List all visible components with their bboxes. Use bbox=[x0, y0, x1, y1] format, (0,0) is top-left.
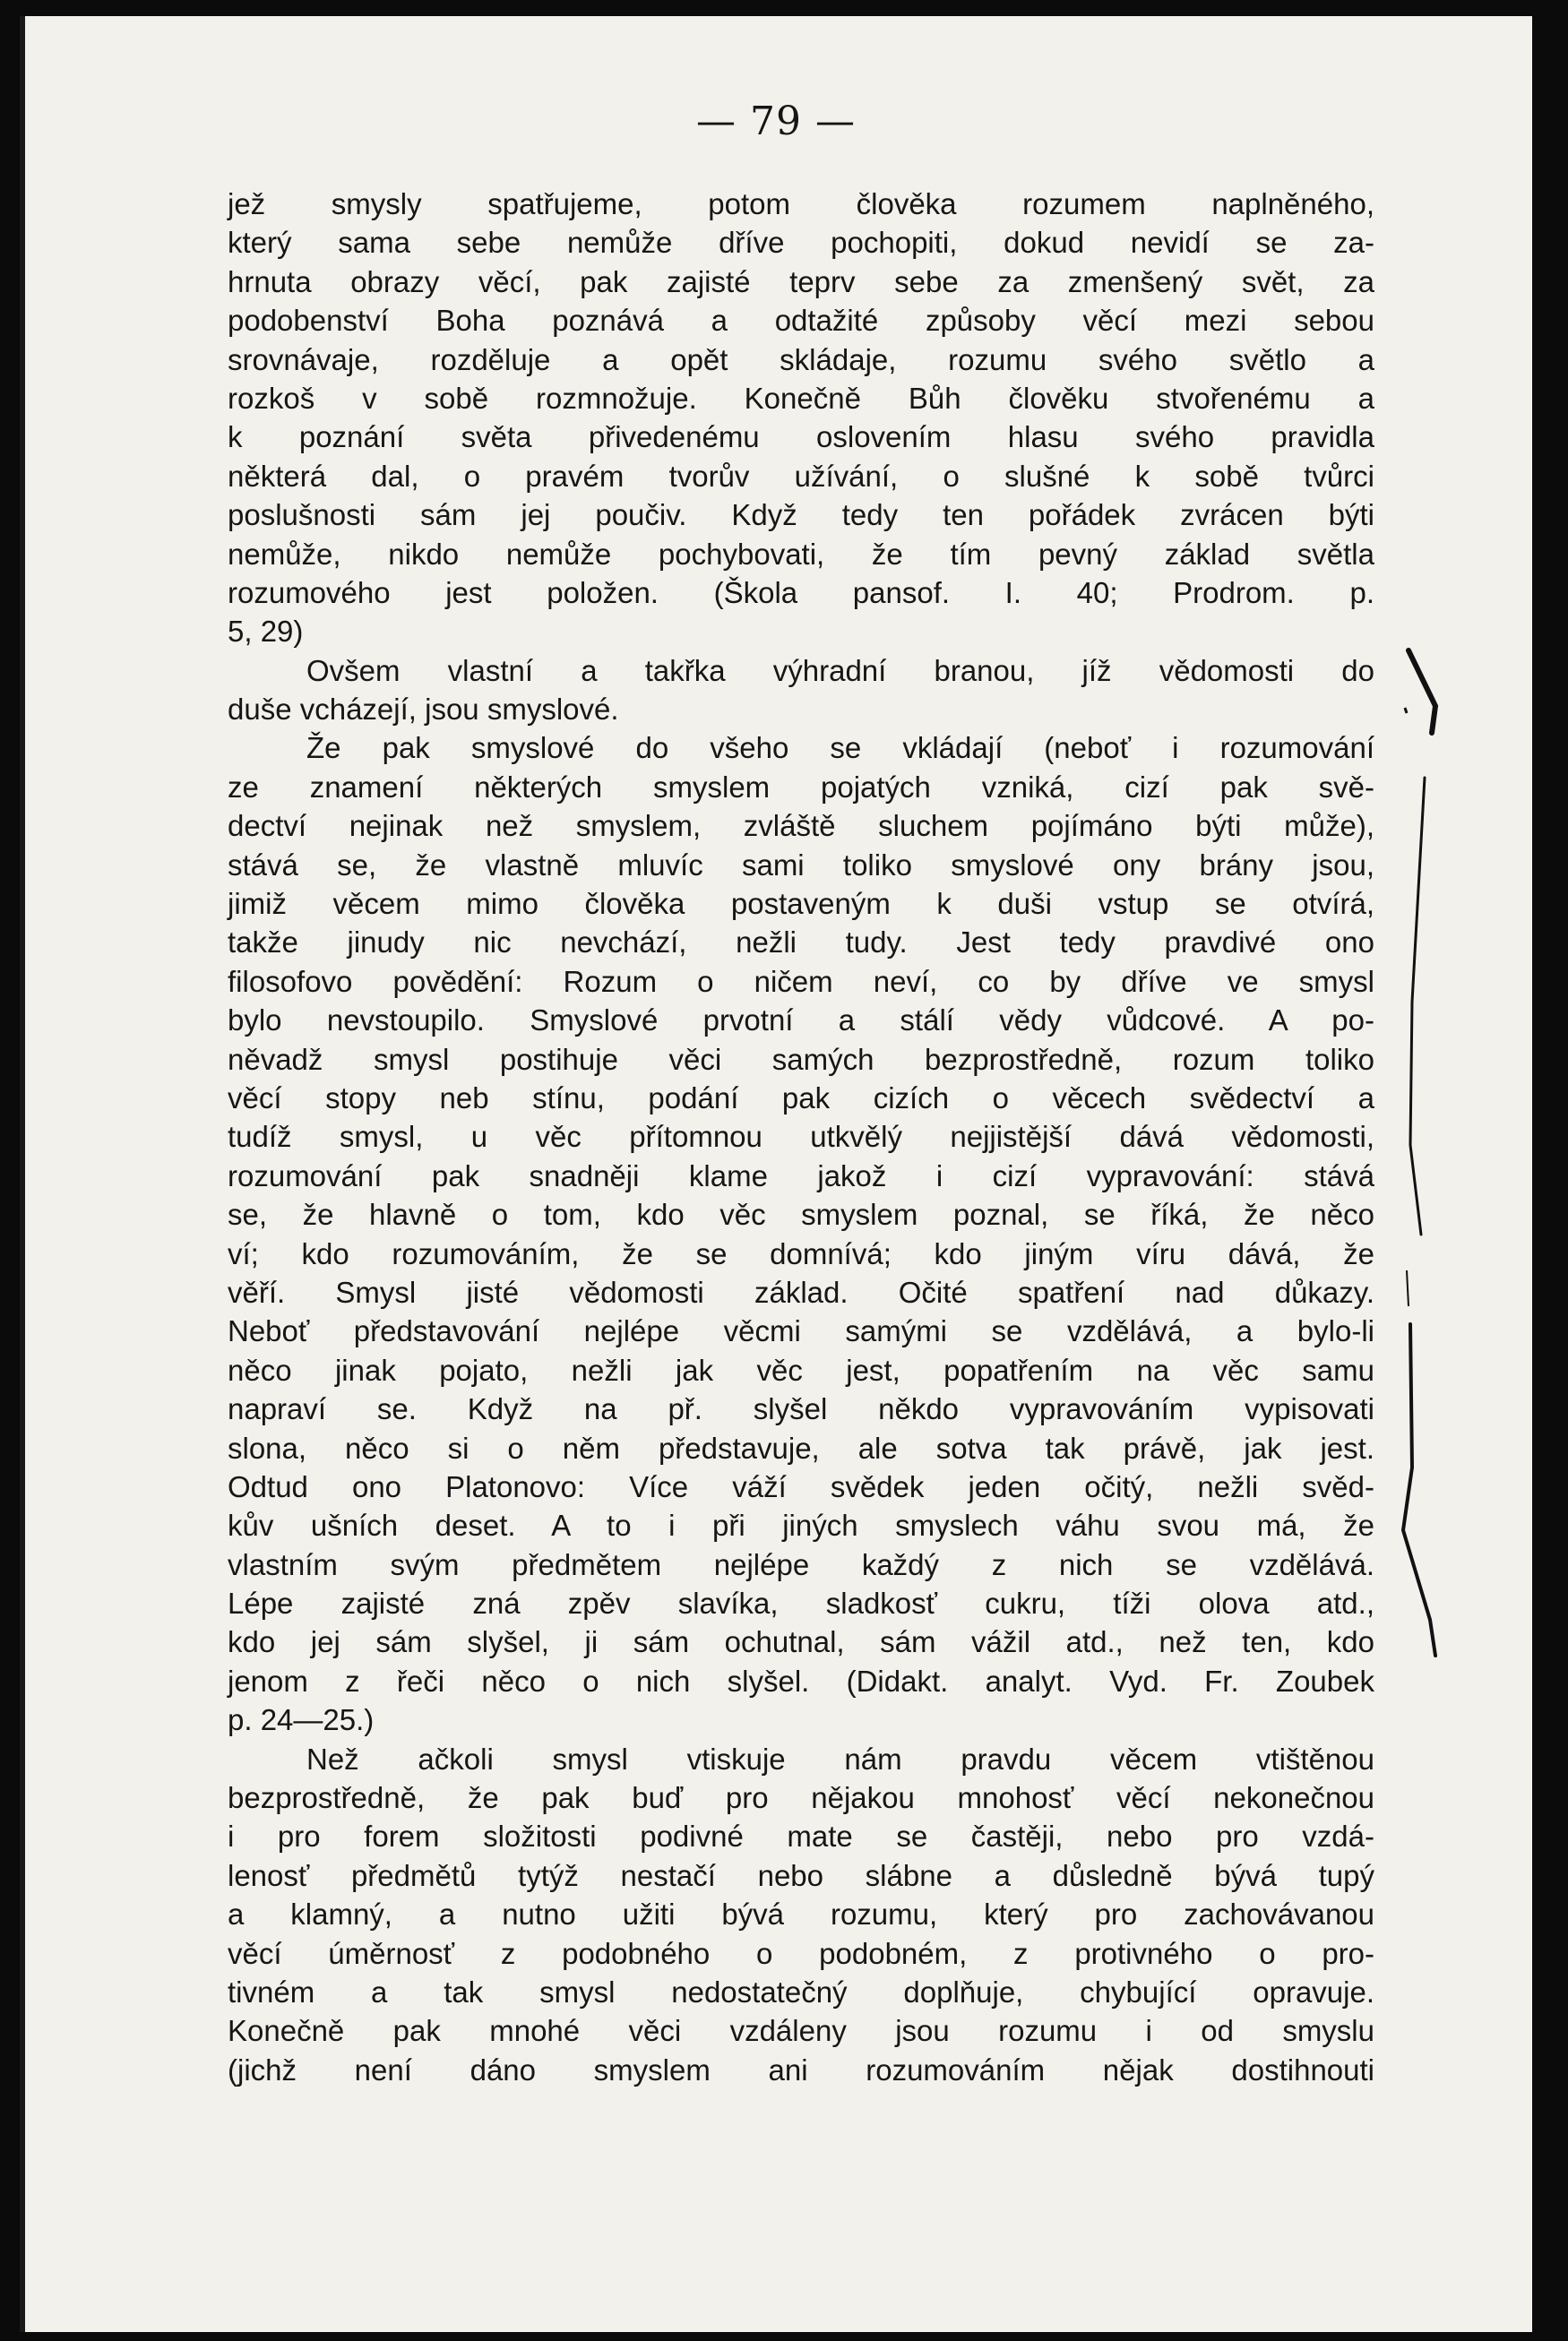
text-line: Odtud ono Platonovo: Více váží svědek jeden očitý, nežli svěd- bbox=[228, 1469, 1374, 1503]
text-line: tudíž smysl, u věc přítomnou utkvělý nejjistější dává vědomosti, bbox=[228, 1120, 1374, 1154]
text-line: věří. Smysl jisté vědomosti základ. Očité spatření nad důkazy. bbox=[228, 1275, 1374, 1309]
text-line: věcí úměrnosť z podobného o podobném, z protivného o pro- bbox=[228, 1936, 1374, 1970]
text-line: něco jinak pojato, nežli jak věc jest, popatřením na věc samu bbox=[228, 1353, 1374, 1387]
text-line: vlastním svým předmětem nejlépe každý z nich se vzdělává. bbox=[228, 1547, 1374, 1581]
page-number: — 79 — bbox=[696, 99, 856, 144]
text-line: bezprostředně, že pak buď pro nějakou mnohosť věcí nekonečnou bbox=[228, 1781, 1374, 1815]
book-page bbox=[20, 16, 1532, 2332]
text-line: nemůže, nikdo nemůže pochybovati, že tím pevný základ světla bbox=[228, 537, 1374, 571]
text-line: dectví nejinak než smyslem, zvláště sluchem pojímáno býti může), bbox=[228, 809, 1374, 843]
text-line: i pro forem složitosti podivné mate se častěji, nebo pro vzdá- bbox=[228, 1820, 1374, 1854]
text-line: Že pak smyslové do všeho se vkládají (neboť i rozumování bbox=[306, 731, 1374, 765]
text-line: něvadž smysl postihuje věci samých bezprostředně, rozum toliko bbox=[228, 1042, 1374, 1076]
text-line: stává se, že vlastně mluvíc sami toliko smyslové ony brány jsou, bbox=[228, 848, 1374, 882]
text-line: tivném a tak smysl nedostatečný doplňuje, chybující opravuje. bbox=[228, 1975, 1374, 2009]
text-line: lenosť předmětů tytýž nestačí nebo slábne a důsledně bývá tupý bbox=[228, 1858, 1374, 1892]
text-line: (jichž není dáno smyslem ani rozumováním nějak dostihnouti bbox=[228, 2053, 1374, 2087]
text-line: rozkoš v sobě rozmnožuje. Konečně Bůh člověku stvořenému a bbox=[228, 381, 1374, 415]
text-line: podobenství Boha poznává a odtažité způsoby věcí mezi sebou bbox=[228, 304, 1374, 338]
text-line: p. 24—25.) bbox=[228, 1703, 375, 1737]
text-line: Lépe zajisté zná zpěv slavíka, sladkosť cukru, tíži olova atd., bbox=[228, 1587, 1374, 1621]
text-line: hrnuta obrazy věcí, pak zajisté teprv sebe za zmenšený svět, za bbox=[228, 264, 1374, 298]
text-line: věcí stopy neb stínu, podání pak cizích o věcech svědectví a bbox=[228, 1080, 1374, 1115]
text-line: a klamný, a nutno užiti bývá rozumu, který pro zachovávanou bbox=[228, 1898, 1374, 1932]
text-line: takže jinudy nic nevchází, nežli tudy. Jest tedy pravdivé ono bbox=[228, 925, 1374, 960]
text-line: Neboť představování nejlépe věcmi samými se vzdělává, a bylo-li bbox=[228, 1314, 1374, 1348]
text-line: srovnávaje, rozděluje a opět skládaje, rozumu svého světlo a bbox=[228, 342, 1374, 376]
text-line: Ovšem vlastní a takřka výhradní branou, jíž vědomosti do bbox=[306, 653, 1374, 687]
text-line: k poznání světa přivedenému oslovením hlasu svého pravidla bbox=[228, 420, 1374, 454]
text-line: rozumového jest položen. (Škola pansof. I. 40; Prodrom. p. bbox=[228, 575, 1374, 609]
text-line: bylo nevstoupilo. Smyslové prvotní a stálí vědy vůdcové. A po- bbox=[228, 1003, 1374, 1037]
text-line: rozumování pak snadněji klame jakož i cizí vypravování: stává bbox=[228, 1158, 1374, 1192]
text-line: jimiž věcem mimo člověka postaveným k duši vstup se otvírá, bbox=[228, 887, 1374, 921]
text-line: se, že hlavně o tom, kdo věc smyslem poznal, se říká, že něco bbox=[228, 1198, 1374, 1232]
text-line: filosofovo povědění: Rozum o ničem neví, co by dříve ve smysl bbox=[228, 964, 1374, 998]
text-line: některá dal, o pravém tvorův užívání, o slušné k sobě tvůrci bbox=[228, 459, 1374, 493]
text-line: ví; kdo rozumováním, že se domnívá; kdo jiným víru dává, že bbox=[228, 1236, 1374, 1270]
text-line: Konečně pak mnohé věci vzdáleny jsou rozumu i od smyslu bbox=[228, 2014, 1374, 2048]
text-line: jenom z řeči něco o nich slyšel. (Didakt. analyt. Vyd. Fr. Zoubek bbox=[228, 1664, 1374, 1698]
margin-line-middle bbox=[1400, 769, 1489, 1674]
margin-bracket-upper bbox=[1400, 643, 1489, 742]
text-line: kdo jej sám slyšel, ji sám ochutnal, sám vážil atd., než ten, kdo bbox=[228, 1625, 1374, 1659]
scan-edge-left bbox=[20, 16, 25, 2332]
text-line: Než ačkoli smysl vtiskuje nám pravdu věcem vtištěnou bbox=[306, 1742, 1374, 1776]
text-line: napraví se. Když na př. slyšel někdo vypravováním vypisovati bbox=[228, 1392, 1374, 1426]
text-line: 5, 29) bbox=[228, 615, 304, 649]
text-line: duše vcházejí, jsou smyslové. bbox=[228, 693, 619, 727]
text-line: poslušnosti sám jej poučiv. Když tedy ten pořádek zvrácen býti bbox=[228, 498, 1374, 532]
text-line: ze znamení některých smyslem pojatých vzniká, cizí pak svě- bbox=[228, 770, 1374, 804]
body-text bbox=[228, 185, 1374, 2089]
text-line: jež smysly spatřujeme, potom člověka rozumem naplněného, bbox=[228, 187, 1374, 220]
text-line: který sama sebe nemůže dříve pochopiti, dokud nevidí se za- bbox=[228, 226, 1374, 260]
text-line: slona, něco si o něm představuje, ale sotva tak právě, jak jest. bbox=[228, 1431, 1374, 1465]
text-line: kův ušních deset. A to i při jiných smyslech váhu svou má, že bbox=[228, 1509, 1374, 1543]
